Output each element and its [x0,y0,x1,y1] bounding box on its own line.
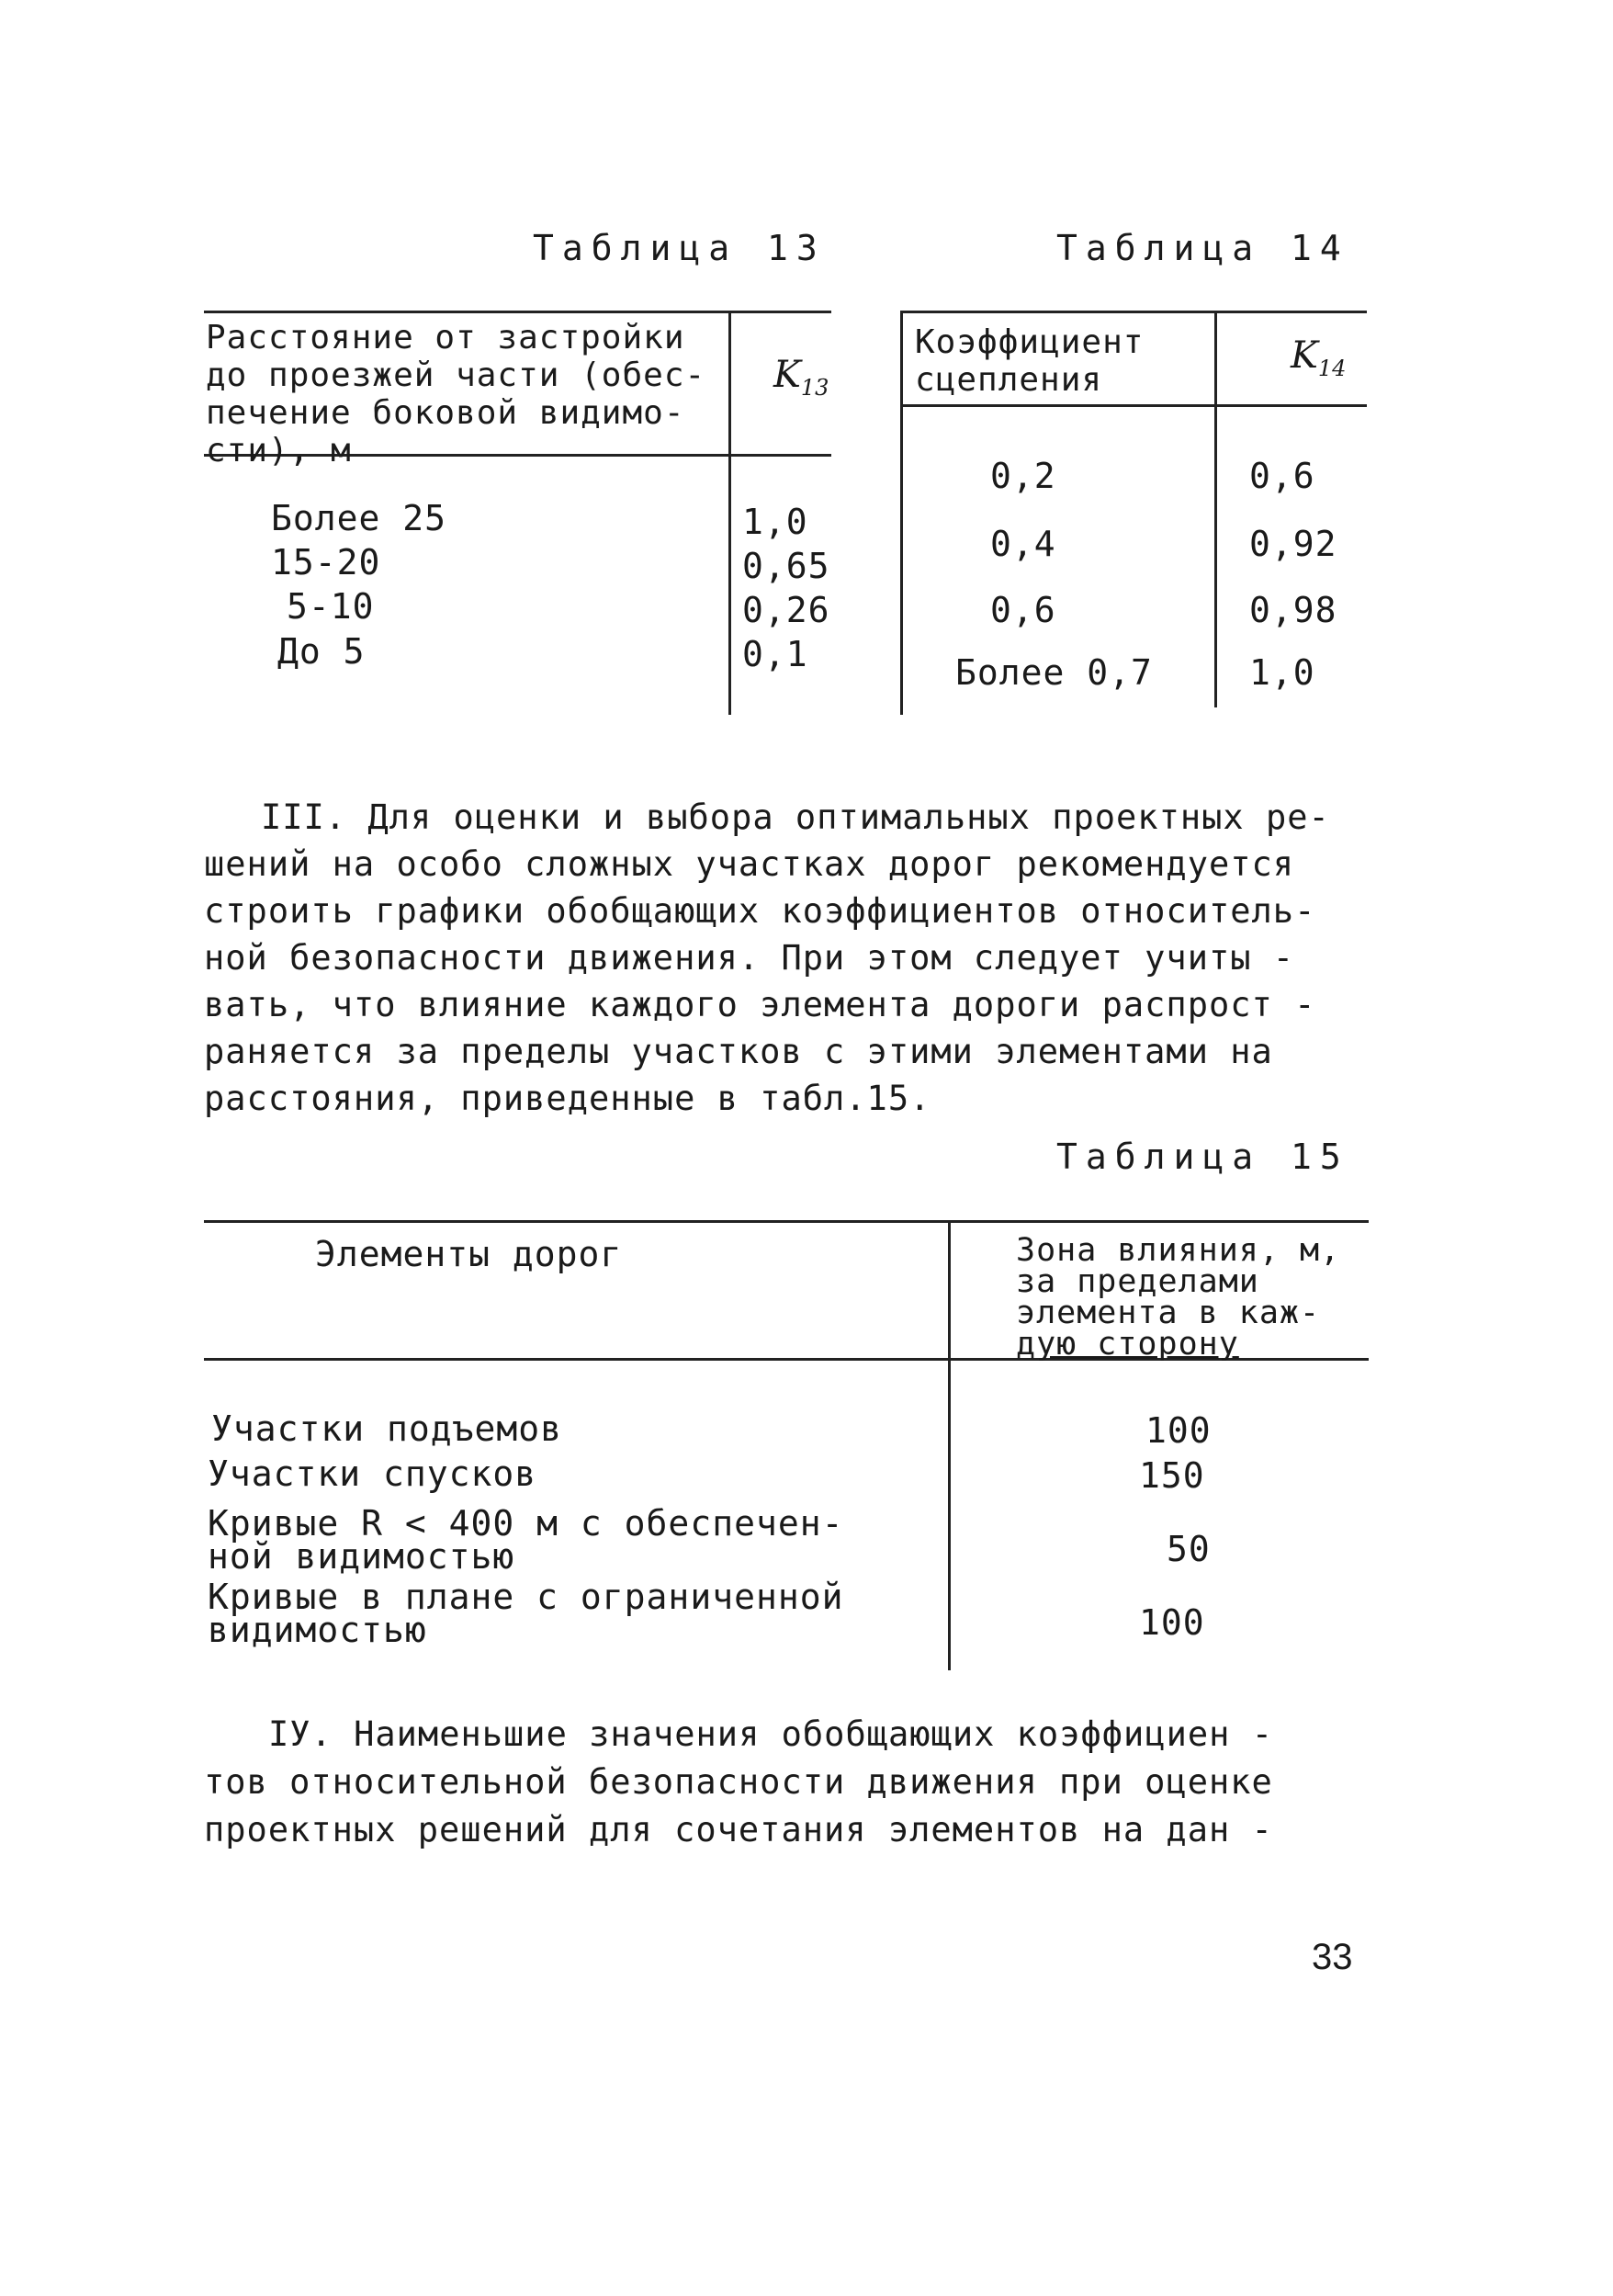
table13-row-value: 0,65 [742,546,830,586]
table14-left-border [900,311,903,715]
table15-top-rule [204,1220,1369,1223]
table13-row-label: До 5 [277,631,366,672]
table15-row-label: Участки подъемов [211,1408,563,1449]
table13-row-label: 5-10 [287,586,375,627]
table15-row-value: 50 [1167,1529,1211,1569]
table14-row-label: 0,2 [990,456,1056,496]
table15-caption: Таблица 15 [1056,1137,1349,1177]
table13-row-value: 1,0 [742,502,808,542]
table14-row-label: 0,6 [990,590,1056,630]
table14-caption: Таблица 14 [1056,228,1349,268]
table15-row-label: Участки спусков [208,1453,537,1494]
paragraph-iv: IУ. Наименьшие значения обобщающих коэффициен - тов относительной безопасности движения при оценке проектных решений для сочетания элементов на дан - [204,1714,1273,1849]
table14-header-coefficient: $K_{14}$ [1291,334,1347,381]
table15-row-value: 100 [1139,1602,1205,1643]
paragraph-iii: III. Для оценки и выбора оптимальных проектных ре- шений на особо сложных участках дорог рекомендуется строить графики обобщающих коэффициентов относитель- ной безопасности движения. При этом следует учиты - вать, что влияние каждого элемента дороги распрост - раняется за пределы участков с этими элементами на расстояния, приведенные в табл.15. [204,797,1330,1118]
table14-row-label: 0,4 [990,524,1056,564]
table13-row-label: Более 25 [271,498,447,538]
table14-column-divider [1214,311,1217,707]
table13-row-label: 15-20 [271,542,381,582]
page-number: 33 [1312,1937,1353,1977]
table14-row-label: Более 0,7 [955,652,1153,693]
table14-top-rule [900,311,1367,313]
table14-row-value: 1,0 [1249,652,1315,693]
table13-top-rule [204,311,831,313]
table13-header-text: Расстояние от застройки до проезжей части (обес- печение боковой видимо- сти), м [206,319,706,469]
table14-header-rule [900,404,1367,407]
table14-row-value: 0,98 [1249,590,1337,630]
table15-header-left: Элементы дорог [315,1234,623,1274]
table15-row-value: 150 [1139,1455,1205,1496]
table15-column-divider [948,1220,951,1670]
table13-row-value: 0,1 [742,634,808,674]
table15-header-right: Зона влияния, м, за пределами элемента в каж- дую сторону [1016,1232,1341,1363]
table15-row-label: Кривые в плане с ограниченной видимостью [208,1577,844,1650]
table13-caption: Таблица 13 [533,228,826,268]
table14-header-text: Коэффициент сцепления [915,323,1145,399]
table13-header-coefficient: $K_{13}$ [773,354,829,401]
table14-row-value: 0,92 [1249,524,1337,564]
table13-column-divider [728,311,731,715]
table15-row-value: 100 [1145,1410,1212,1451]
table13-row-value: 0,26 [742,590,830,630]
table14-row-value: 0,6 [1249,456,1315,496]
table15-row-label: Кривые R < 400 м с обеспечен- ной видимостью [208,1503,844,1577]
